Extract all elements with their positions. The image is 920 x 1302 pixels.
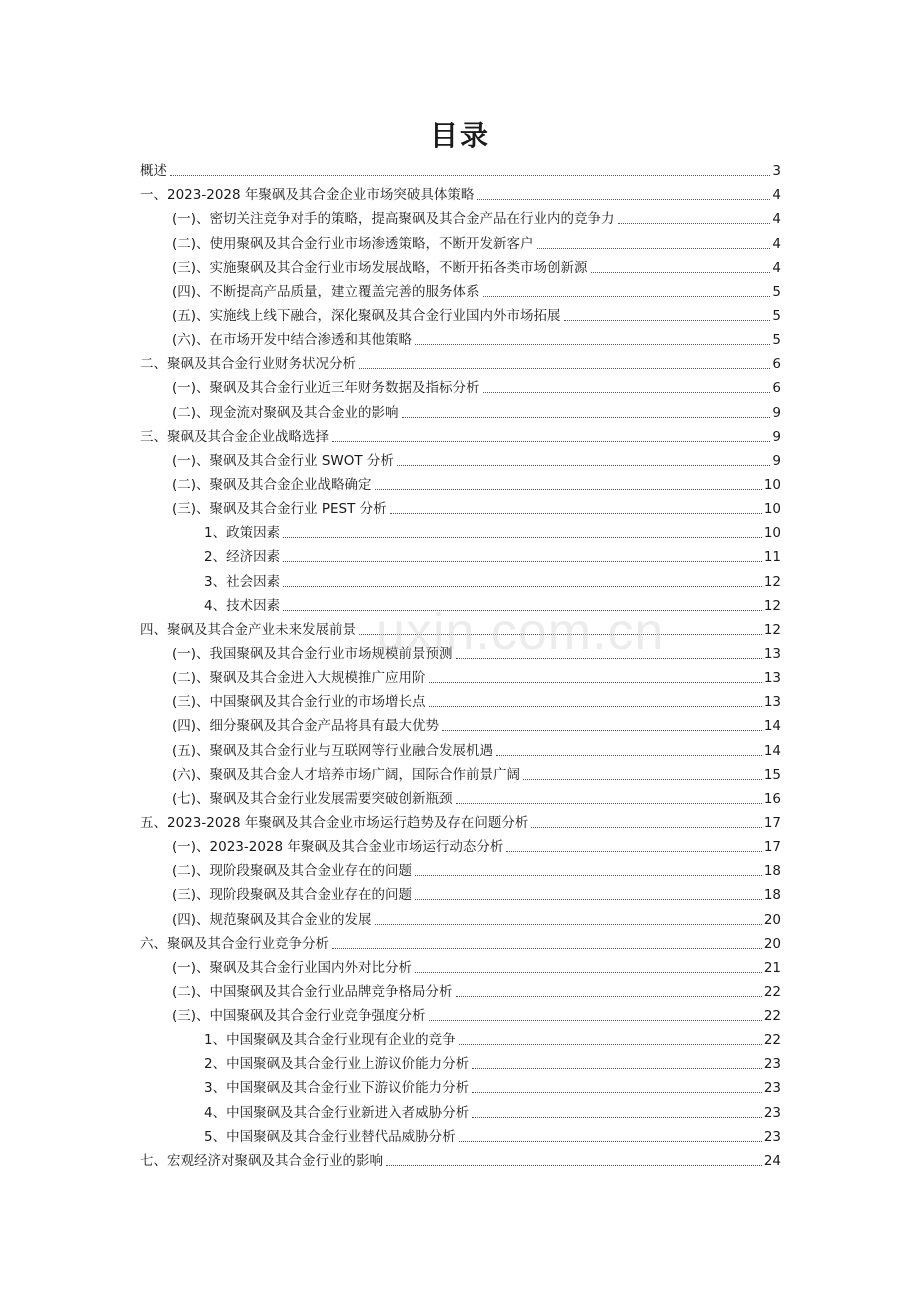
toc-entry-title: (一)、聚砜及其合金行业近三年财务数据及指标分析: [172, 380, 480, 397]
toc-entry[interactable]: [140, 181, 781, 205]
table-of-contents: [140, 157, 781, 1171]
toc-dot-leader: [537, 248, 771, 249]
toc-dot-leader: [283, 561, 762, 562]
toc-entry-title: (六)、在市场开发中结合渗透和其他策略: [172, 332, 413, 349]
toc-dot-leader: [359, 634, 762, 635]
toc-entry-title: 3、社会因素: [204, 573, 281, 590]
toc-dot-leader: [591, 272, 771, 273]
toc-entry[interactable]: [140, 495, 781, 519]
toc-dot-leader: [415, 344, 770, 345]
toc-page-number: 9: [772, 428, 781, 445]
toc-page-number: 18: [763, 863, 781, 880]
toc-page-number: 15: [763, 766, 781, 783]
toc-page-number: 6: [772, 356, 781, 373]
toc-entry[interactable]: [140, 809, 781, 833]
toc-entry[interactable]: [140, 905, 781, 929]
toc-entry[interactable]: [140, 423, 781, 447]
toc-entry-title: (二)、使用聚砜及其合金行业市场渗透策略，不断开发新客户: [172, 235, 534, 252]
toc-dot-leader: [332, 441, 770, 442]
toc-page-number: 10: [763, 501, 781, 518]
toc-page-number: 22: [763, 1032, 781, 1049]
toc-page-number: 23: [763, 1080, 781, 1097]
toc-entry-title: (三)、实施聚砜及其合金行业市场发展战略，不断开拓各类市场创新源: [172, 259, 588, 276]
toc-entry[interactable]: [140, 954, 781, 978]
toc-page-number: 23: [763, 1056, 781, 1073]
toc-entry-title: 5、中国聚砜及其合金行业替代品威胁分析: [204, 1128, 456, 1145]
toc-page-number: 20: [763, 935, 781, 952]
toc-page-number: 24: [763, 1152, 781, 1169]
toc-entry[interactable]: [140, 471, 781, 495]
toc-entry-title: (一)、聚砜及其合金行业国内外对比分析: [172, 959, 413, 976]
toc-entry-title: 七、宏观经济对聚砜及其合金行业的影响: [140, 1152, 383, 1169]
toc-entry-title: 六、聚砜及其合金行业竞争分析: [140, 935, 329, 952]
toc-page-number: 4: [772, 235, 781, 252]
watermark: uxin.com.cn: [376, 603, 665, 661]
toc-page-number: 3: [772, 163, 781, 180]
toc-entry[interactable]: [140, 857, 781, 881]
toc-dot-leader: [459, 1141, 762, 1142]
toc-dot-leader: [386, 1165, 762, 1166]
toc-dot-leader: [456, 996, 762, 997]
toc-entry-title: (七)、聚砜及其合金行业发展需要突破创新瓶颈: [172, 790, 453, 807]
toc-entry[interactable]: [140, 350, 781, 374]
toc-page-number: 16: [763, 790, 781, 807]
toc-dot-leader: [390, 513, 762, 514]
toc-page-number: 13: [763, 694, 781, 711]
toc-dot-leader: [375, 924, 762, 925]
toc-entry-title: 1、政策因素: [204, 525, 281, 542]
toc-dot-leader: [375, 489, 762, 490]
toc-dot-leader: [429, 682, 762, 683]
toc-dot-leader: [402, 417, 771, 418]
toc-dot-leader: [415, 875, 762, 876]
toc-dot-leader: [472, 1068, 762, 1069]
toc-entry-title: (三)、现阶段聚砜及其合金业存在的问题: [172, 887, 413, 904]
toc-entry-title: (四)、细分聚砜及其合金产品将具有最大优势: [172, 718, 440, 735]
toc-entry[interactable]: [140, 278, 781, 302]
toc-dot-leader: [456, 803, 762, 804]
toc-entry-title: (三)、中国聚砜及其合金行业的市场增长点: [172, 694, 426, 711]
toc-dot-leader: [429, 706, 762, 707]
toc-entry[interactable]: [140, 736, 781, 760]
toc-dot-leader: [506, 851, 761, 852]
toc-page-number: 14: [763, 718, 781, 735]
toc-entry[interactable]: [140, 640, 781, 664]
toc-page-number: 12: [763, 597, 781, 614]
toc-entry[interactable]: [140, 592, 781, 616]
toc-dot-leader: [523, 779, 762, 780]
toc-entry[interactable]: [140, 302, 781, 326]
toc-entry[interactable]: [140, 205, 781, 229]
toc-entry-title: (一)、聚砜及其合金行业 SWOT 分析: [172, 452, 394, 469]
toc-entry-title: (五)、聚砜及其合金行业与互联网等行业融合发展机遇: [172, 742, 494, 759]
toc-entry[interactable]: [140, 688, 781, 712]
toc-dot-leader: [283, 537, 762, 538]
toc-entry[interactable]: [140, 833, 781, 857]
toc-entry[interactable]: [140, 1002, 781, 1026]
toc-entry[interactable]: [140, 664, 781, 688]
toc-entry[interactable]: [140, 567, 781, 591]
toc-page-number: 10: [763, 476, 781, 493]
toc-page-number: 20: [763, 911, 781, 928]
toc-dot-leader: [456, 658, 762, 659]
toc-page-number: 6: [772, 380, 781, 397]
toc-entry-title: 一、2023-2028 年聚砜及其合金企业市场突破具体策略: [140, 187, 475, 204]
toc-dot-leader: [397, 465, 771, 466]
toc-page-number: 12: [763, 621, 781, 638]
toc-page-number: 22: [763, 983, 781, 1000]
toc-page-number: 23: [763, 1104, 781, 1121]
toc-entry-title: (二)、现金流对聚砜及其合金业的影响: [172, 404, 399, 421]
toc-page-number: 5: [772, 332, 781, 349]
toc-entry[interactable]: [140, 978, 781, 1002]
toc-page-number: 12: [763, 573, 781, 590]
toc-entry[interactable]: [140, 374, 781, 398]
toc-entry[interactable]: [140, 229, 781, 253]
toc-dot-leader: [472, 1117, 762, 1118]
toc-dot-leader: [359, 368, 770, 369]
toc-page-number: 4: [772, 187, 781, 204]
toc-dot-leader: [415, 972, 762, 973]
toc-dot-leader: [477, 199, 770, 200]
toc-dot-leader: [564, 320, 771, 321]
toc-dot-leader: [459, 1044, 762, 1045]
toc-entry-title: (五)、实施线上线下融合，深化聚砜及其合金行业国内外市场拓展: [172, 307, 561, 324]
toc-entry[interactable]: [140, 1050, 781, 1074]
toc-dot-leader: [472, 1092, 762, 1093]
toc-entry-title: 1、中国聚砜及其合金行业现有企业的竞争: [204, 1032, 456, 1049]
toc-dot-leader: [483, 392, 771, 393]
toc-entry-title: 四、聚砜及其合金产业未来发展前景: [140, 621, 356, 638]
toc-entry-title: (四)、规范聚砜及其合金业的发展: [172, 911, 372, 928]
toc-page-number: 9: [772, 404, 781, 421]
toc-entry-title: (二)、现阶段聚砜及其合金业存在的问题: [172, 863, 413, 880]
toc-page-number: 17: [763, 814, 781, 831]
toc-entry-title: 三、聚砜及其合金企业战略选择: [140, 428, 329, 445]
toc-entry-title: 概述: [140, 163, 167, 180]
toc-page-number: 13: [763, 645, 781, 662]
toc-dot-leader: [531, 827, 761, 828]
toc-page-number: 5: [772, 307, 781, 324]
toc-entry-title: 3、中国聚砜及其合金行业下游议价能力分析: [204, 1080, 470, 1097]
toc-entry-title: (三)、聚砜及其合金行业 PEST 分析: [172, 501, 387, 518]
toc-page-number: 23: [763, 1128, 781, 1145]
toc-entry[interactable]: [140, 543, 781, 567]
toc-entry[interactable]: [140, 254, 781, 278]
toc-dot-leader: [618, 223, 771, 224]
toc-entry[interactable]: [140, 1147, 781, 1171]
toc-entry-title: (一)、我国聚砜及其合金行业市场规模前景预测: [172, 645, 453, 662]
toc-dot-leader: [483, 296, 771, 297]
toc-entry-title: (四)、不断提高产品质量，建立覆盖完善的服务体系: [172, 283, 480, 300]
toc-entry-title: 2、经济因素: [204, 549, 281, 566]
toc-entry[interactable]: [140, 881, 781, 905]
toc-page-number: 10: [763, 525, 781, 542]
toc-page-number: 4: [772, 211, 781, 228]
toc-entry[interactable]: [140, 398, 781, 422]
toc-entry-title: (二)、中国聚砜及其合金行业品牌竞争格局分析: [172, 983, 453, 1000]
toc-entry[interactable]: [140, 785, 781, 809]
toc-entry[interactable]: [140, 930, 781, 954]
toc-entry[interactable]: [140, 1123, 781, 1147]
toc-page-number: 14: [763, 742, 781, 759]
toc-entry-title: 五、2023-2028 年聚砜及其合金业市场运行趋势及存在问题分析: [140, 814, 529, 831]
toc-entry[interactable]: [140, 761, 781, 785]
toc-page-number: 17: [763, 839, 781, 856]
toc-page-number: 4: [772, 259, 781, 276]
toc-entry[interactable]: [140, 1098, 781, 1122]
toc-page-number: 9: [772, 452, 781, 469]
toc-dot-leader: [415, 899, 762, 900]
toc-entry-title: (六)、聚砜及其合金人才培养市场广阔，国际合作前景广阔: [172, 766, 521, 783]
toc-entry[interactable]: [140, 1074, 781, 1098]
toc-dot-leader: [283, 586, 762, 587]
toc-page-number: 11: [763, 549, 781, 566]
toc-entry[interactable]: [140, 616, 781, 640]
toc-entry-title: 4、中国聚砜及其合金行业新进入者威胁分析: [204, 1104, 470, 1121]
toc-page-number: 22: [763, 1008, 781, 1025]
toc-entry[interactable]: [140, 1026, 781, 1050]
toc-entry-title: (二)、聚砜及其合金企业战略确定: [172, 476, 372, 493]
toc-dot-leader: [429, 1020, 762, 1021]
toc-dot-leader: [442, 730, 762, 731]
toc-page-number: 13: [763, 670, 781, 687]
toc-dot-leader: [283, 610, 762, 611]
page-title: 目录: [429, 119, 490, 152]
toc-entry[interactable]: [140, 157, 781, 181]
toc-entry[interactable]: [140, 712, 781, 736]
toc-entry-title: 4、技术因素: [204, 597, 281, 614]
toc-dot-leader: [332, 948, 762, 949]
toc-entry[interactable]: [140, 519, 781, 543]
toc-entry[interactable]: [140, 447, 781, 471]
toc-page-number: 21: [763, 959, 781, 976]
toc-entry-title: 2、中国聚砜及其合金行业上游议价能力分析: [204, 1056, 470, 1073]
toc-page-number: 18: [763, 887, 781, 904]
toc-entry-title: (一)、2023-2028 年聚砜及其合金业市场运行动态分析: [172, 839, 504, 856]
toc-page-number: 5: [772, 283, 781, 300]
toc-entry-title: 二、聚砜及其合金行业财务状况分析: [140, 356, 356, 373]
toc-dot-leader: [170, 175, 770, 176]
toc-entry-title: (一)、密切关注竞争对手的策略，提高聚砜及其合金产品在行业内的竞争力: [172, 211, 615, 228]
toc-entry[interactable]: [140, 326, 781, 350]
toc-dot-leader: [496, 755, 762, 756]
toc-entry-title: (三)、中国聚砜及其合金行业竞争强度分析: [172, 1008, 426, 1025]
toc-entry-title: (二)、聚砜及其合金进入大规模推广应用阶: [172, 670, 426, 687]
